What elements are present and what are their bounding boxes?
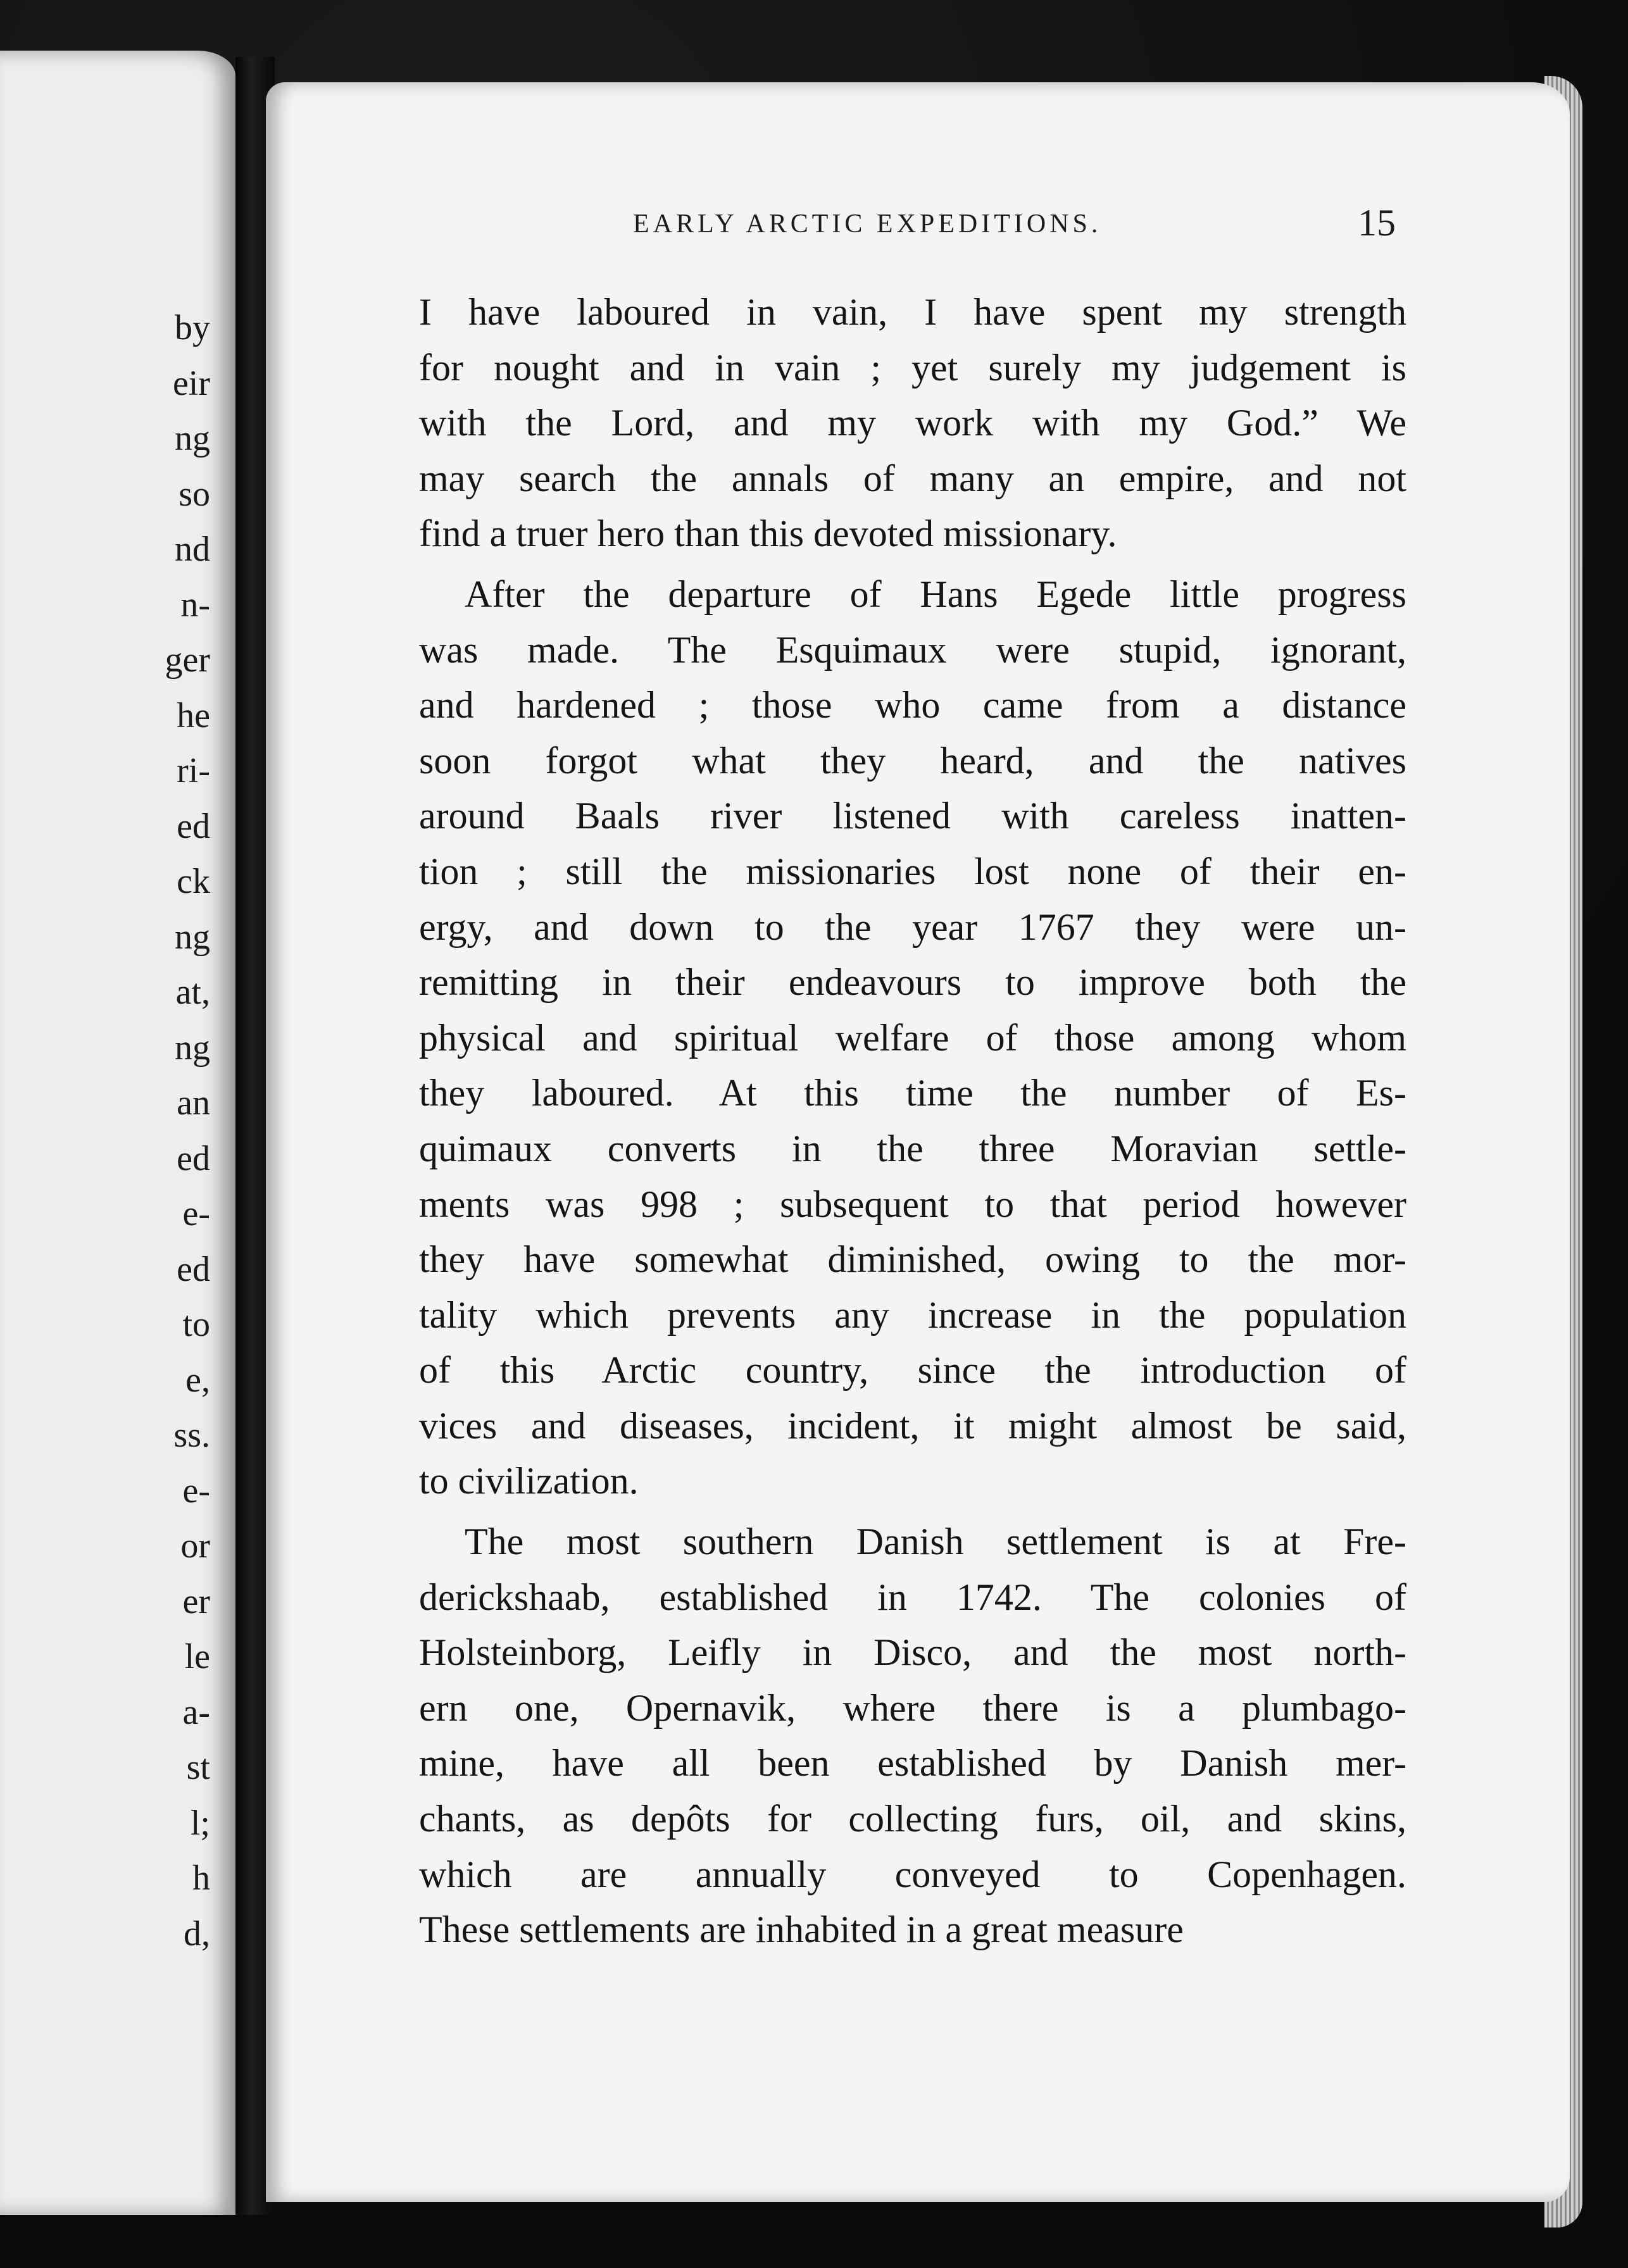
previous-page-fragment: he (177, 695, 210, 735)
paragraph (419, 567, 1406, 1509)
text-line: and hardened ; those who came from a distance (419, 684, 1406, 726)
text-line: around Baals river listened with careless inatten- (419, 795, 1406, 837)
previous-page-fragment: nd (175, 530, 210, 569)
text-line: These settlements are inhabited in a great measure (419, 1909, 1184, 1951)
text-line: ergy, and down to the year 1767 they were un- (419, 906, 1406, 948)
previous-page-fragment: e- (182, 1194, 210, 1233)
previous-page-fragment: ed (177, 1138, 210, 1178)
text-line: The most southern Danish settlement is at Fre- (465, 1521, 1406, 1563)
previous-page-fragment: eir (172, 363, 210, 403)
previous-page-fragment: an (177, 1083, 210, 1123)
previous-page-fragment: or (180, 1526, 210, 1566)
text-line: vices and diseases, incident, it might almost be said, (419, 1404, 1406, 1447)
text-line: they have somewhat diminished, owing to the mor- (419, 1238, 1406, 1281)
previous-page-fragment: ri- (177, 751, 210, 790)
text-line: ern one, Opernavik, where there is a plumbago- (419, 1686, 1406, 1729)
text-line: physical and spiritual welfare of those among whom (419, 1016, 1406, 1059)
text-line: find a truer hero than this devoted missionary. (419, 513, 1117, 555)
text-line: mine, have all been established by Danish mer- (419, 1742, 1406, 1785)
text-line: for nought and in vain ; yet surely my judgement is (419, 346, 1406, 389)
previous-page-fragment: d, (184, 1914, 210, 1953)
text-line: derickshaab, established in 1742. The colonies of (419, 1576, 1406, 1618)
previous-page-fragment: ed (177, 806, 210, 846)
text-line: which are annually conveyed to Copenhagen. (419, 1853, 1406, 1895)
text-line: of this Arctic country, since the introduction of (419, 1349, 1406, 1392)
previous-page-fragment: ss. (173, 1416, 210, 1455)
previous-page-fragment: e, (185, 1360, 210, 1400)
text-line: After the departure of Hans Egede little progress (465, 573, 1406, 615)
previous-page-fragment: er (182, 1581, 210, 1621)
text-line: tality which prevents any increase in the population (419, 1293, 1406, 1336)
previous-page-fragment: l; (190, 1803, 210, 1843)
previous-page-fragment: h (192, 1859, 210, 1898)
paragraph-gap (419, 1509, 1406, 1514)
text-line: may search the annals of many an empire, and not (419, 457, 1406, 499)
previous-page-fragment: at, (175, 973, 210, 1012)
previous-page-fragment: ck (177, 862, 210, 901)
text-line: quimaux converts in the three Moravian settle- (419, 1127, 1406, 1169)
page-number: 15 (1358, 202, 1396, 244)
previous-page-fragment: ng (175, 419, 210, 458)
text-line: I have laboured in vain, I have spent my strength (419, 291, 1406, 333)
paragraph (419, 1514, 1406, 1958)
previous-page-fragment: so (178, 474, 210, 514)
previous-page-fragment: st (186, 1748, 210, 1787)
text-line: chants, as depôts for collecting furs, oil, and skins, (419, 1798, 1406, 1840)
previous-page-fragment: n- (180, 585, 210, 625)
previous-page-fragment: ger (165, 640, 210, 680)
paragraph-gap (419, 562, 1406, 567)
text-line: soon forgot what they heard, and the natives (419, 739, 1406, 782)
text-line: to civilization. (419, 1460, 639, 1502)
running-head: EARLY ARCTIC EXPEDITIONS. (633, 209, 1102, 239)
previous-page-fragment: ed (177, 1249, 210, 1289)
previous-page-fragment: ng (175, 1028, 210, 1068)
previous-page-fragment: ng (175, 917, 210, 957)
previous-page-text-fragments (0, 301, 235, 1962)
paragraph (419, 285, 1406, 562)
previous-page-fragment: to (182, 1305, 210, 1344)
text-line: they laboured. At this time the number of Es- (419, 1072, 1406, 1114)
text-line: with the Lord, and my work with my God.” We (419, 402, 1406, 444)
previous-page-fragment: e- (182, 1471, 210, 1511)
body-text (419, 285, 1406, 1958)
previous-page-fragment: by (175, 308, 210, 347)
previous-page-fragment: le (184, 1637, 210, 1676)
text-line: ments was 998 ; subsequent to that period however (419, 1183, 1406, 1225)
text-line: tion ; still the missionaries lost none of their en- (419, 850, 1406, 892)
text-line: Holsteinborg, Leifly in Disco, and the most north- (419, 1631, 1406, 1674)
previous-page (0, 51, 235, 2215)
text-line: remitting in their endeavours to improve both the (419, 961, 1406, 1004)
previous-page-fragment: a- (182, 1692, 210, 1732)
text-line: was made. The Esquimaux were stupid, ignorant, (419, 628, 1406, 671)
